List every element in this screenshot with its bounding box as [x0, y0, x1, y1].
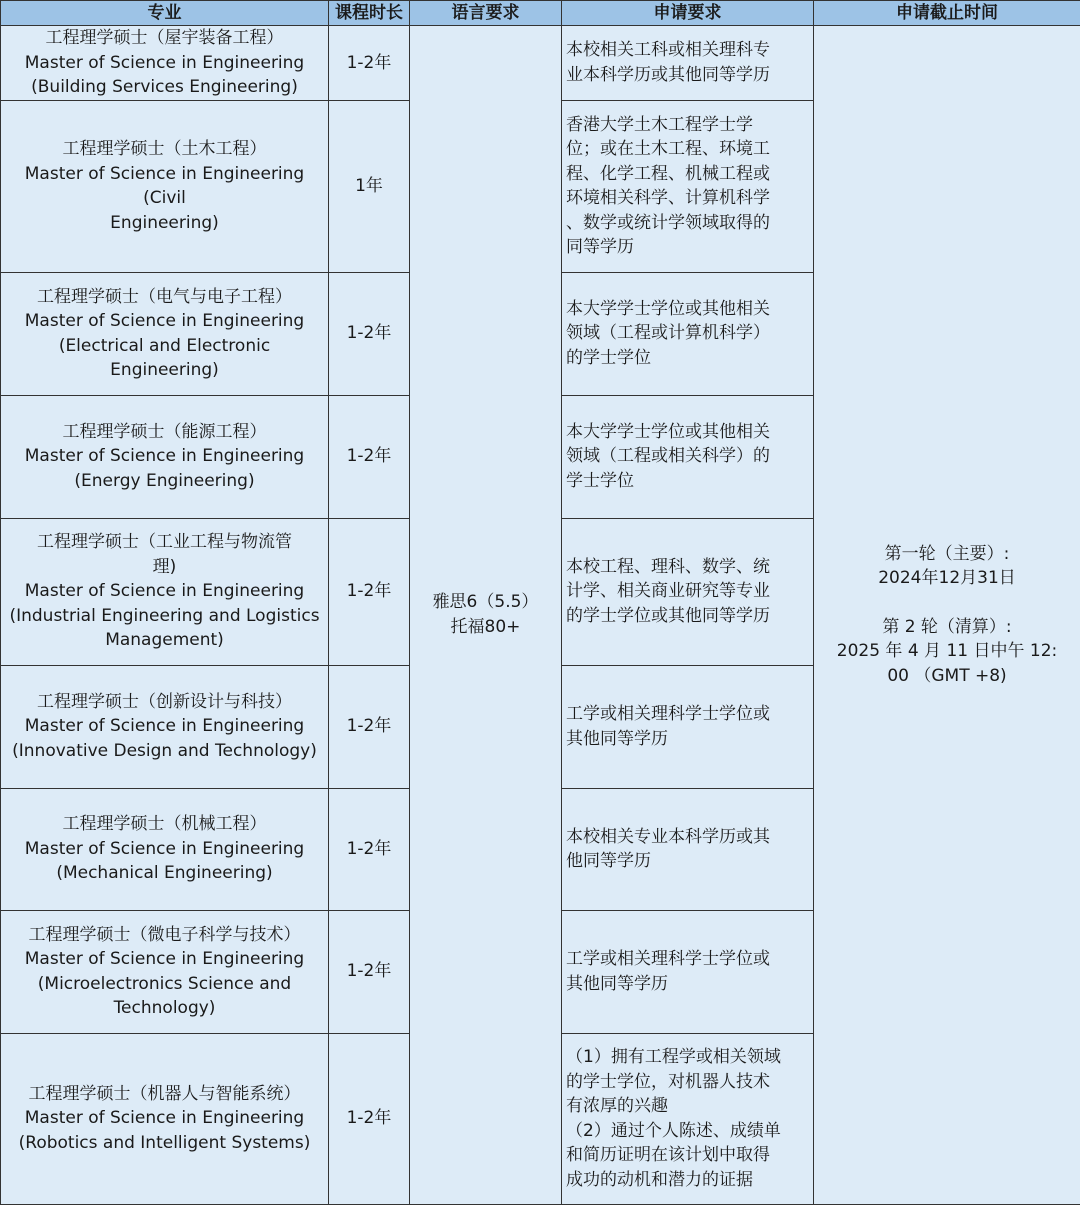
requirement-cell: 本大学学士学位或其他相关 领域（工程或相关科学）的 学士学位 — [562, 395, 814, 518]
program-cell: 工程理学硕士（土木工程） Master of Science in Engineering (Civil Engineering) — [1, 100, 329, 272]
program-cell: 工程理学硕士（创新设计与科技） Master of Science in Engineering (Innovative Design and Technology) — [1, 665, 329, 788]
requirement-cell: 本大学学士学位或其他相关 领域（工程或计算机科学） 的学士学位 — [562, 272, 814, 395]
requirement-cell: （1）拥有工程学或相关领域 的学士学位，对机器人技术 有浓厚的兴趣 （2）通过个人陈述、成绩单 和简历证明在该计划中取得 成功的动机和潜力的证据 — [562, 1033, 814, 1204]
duration-cell: 1-2年 — [329, 518, 410, 665]
duration-cell: 1-2年 — [329, 910, 410, 1033]
program-cell: 工程理学硕士（工业工程与物流管 理) Master of Science in Engineering (Industrial Engineering and Logistics Management) — [1, 518, 329, 665]
program-cell: 工程理学硕士（机器人与智能系统） Master of Science in Engineering (Robotics and Intelligent Systems) — [1, 1033, 329, 1204]
duration-cell: 1-2年 — [329, 272, 410, 395]
requirement-cell: 本校工程、理科、数学、统 计学、相关商业研究等专业 的学士学位或其他同等学历 — [562, 518, 814, 665]
program-cell: 工程理学硕士（电气与电子工程） Master of Science in Engineering (Electrical and Electronic Engineering) — [1, 272, 329, 395]
duration-cell: 1-2年 — [329, 26, 410, 101]
program-cell: 工程理学硕士（机械工程） Master of Science in Engineering (Mechanical Engineering) — [1, 788, 329, 910]
requirement-cell: 本校相关工科或相关理科专 业本科学历或其他同等学历 — [562, 26, 814, 101]
program-cell: 工程理学硕士（能源工程） Master of Science in Engineering (Energy Engineering) — [1, 395, 329, 518]
duration-cell: 1-2年 — [329, 395, 410, 518]
requirement-cell: 香港大学土木工程学士学 位；或在土木工程、环境工 程、化学工程、机械工程或 环境相关科学、计算机科学 、数学或统计学领域取得的 同等学历 — [562, 100, 814, 272]
header-program: 专业 — [1, 1, 329, 26]
duration-cell: 1-2年 — [329, 665, 410, 788]
language-cell: 雅思6（5.5） 托福80+ — [410, 26, 562, 1205]
requirement-cell: 本校相关专业本科学历或其 他同等学历 — [562, 788, 814, 910]
requirement-cell: 工学或相关理科学士学位或 其他同等学历 — [562, 665, 814, 788]
duration-cell: 1-2年 — [329, 1033, 410, 1204]
requirement-cell: 工学或相关理科学士学位或 其他同等学历 — [562, 910, 814, 1033]
header-requirement: 申请要求 — [562, 1, 814, 26]
duration-cell: 1年 — [329, 100, 410, 272]
program-cell: 工程理学硕士（微电子科学与技术） Master of Science in Engineering (Microelectronics Science and Technology) — [1, 910, 329, 1033]
header-deadline: 申请截止时间 — [814, 1, 1080, 26]
duration-cell: 1-2年 — [329, 788, 410, 910]
header-row — [1, 1, 1080, 26]
table-row — [1, 26, 1080, 101]
header-language: 语言要求 — [410, 1, 562, 26]
header-duration: 课程时长 — [329, 1, 410, 26]
deadline-cell: 第一轮（主要）: 2024年12月31日 第 2 轮（清算）: 2025 年 4 月 11 日中午 12: 00 （GMT +8) — [814, 26, 1080, 1205]
program-cell: 工程理学硕士（屋宇装备工程） Master of Science in Engineering (Building Services Engineering) — [1, 26, 329, 101]
